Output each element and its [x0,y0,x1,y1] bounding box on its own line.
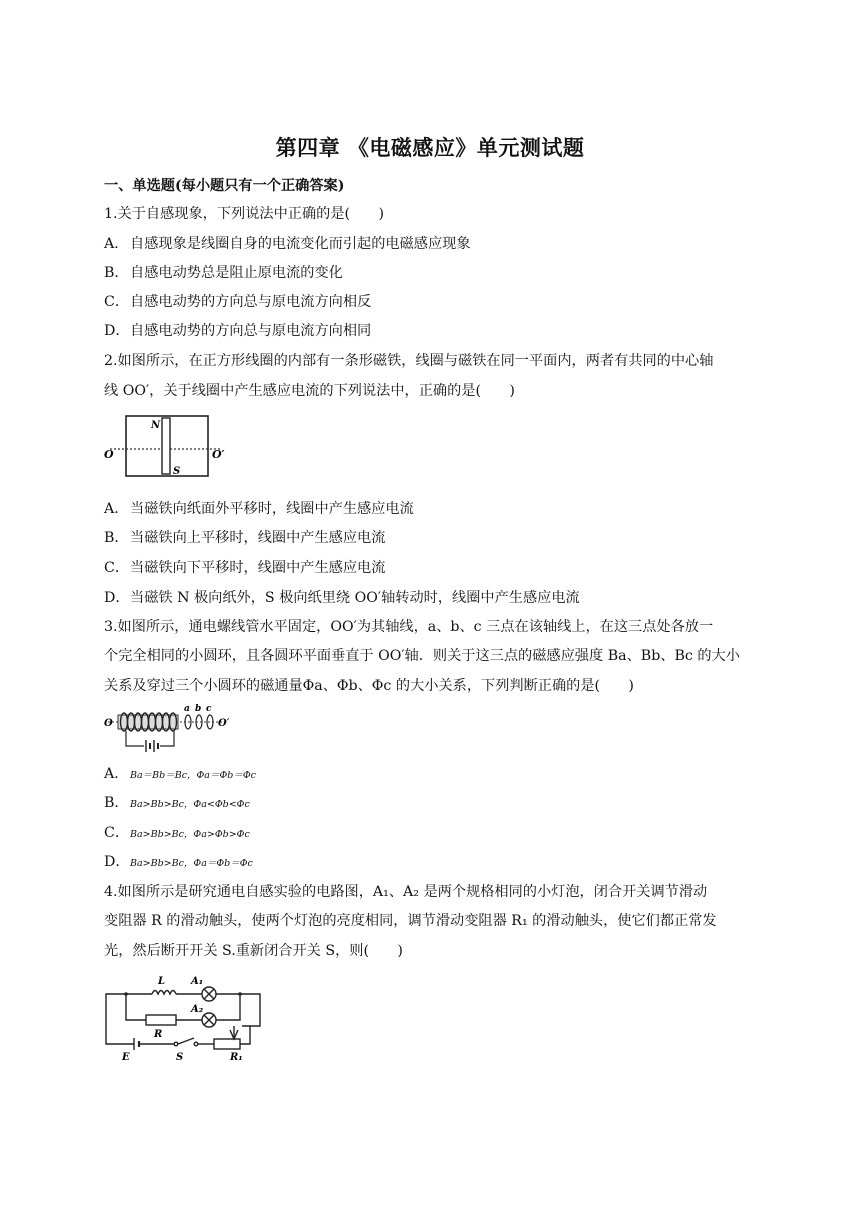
q2-figure-magnet-in-coil [104,414,234,484]
option-label: D． [104,854,130,870]
option-text: 自感现象是线圈自身的电流变化而引起的电磁感应现象 [130,236,471,252]
option-text: 自感电动势总是阻止原电流的变化 [130,265,343,281]
q3-stem-line3: 关系及穿过三个小圆环的磁通量Φa、Φb、Φc 的大小关系，下列判断正确的是( ) [104,678,634,694]
option-text: Ba>Bb>Bc，Φa>Φb>Φc [130,829,250,840]
option-label: D． [104,590,130,606]
option-label: B． [104,265,129,281]
label-r: R [154,1029,163,1040]
battery-wire [126,731,144,746]
q3-stem-line1: 3.如图所示，通电螺线管水平固定，OO′为其轴线，a、b、c 三点在该轴线上，在这三点处各放一 [104,619,714,635]
option-label: B． [104,530,129,546]
q1-option-a [104,234,471,254]
left-wire [106,994,134,1044]
option-text: Ba>Bb>Bc，Φa<Φb<Φc [130,799,250,810]
resistor-r [146,1015,176,1025]
option-label: D． [104,323,130,339]
q4-stem-line2: 变阻器 R 的滑动触头，使两个灯泡的亮度相同，调节滑动变阻器 R₁ 的滑动触头，使它们都正常发 [104,913,717,929]
q3-option-c [104,823,250,845]
q3-option-d [104,852,253,874]
label-n: N [151,420,161,431]
label-s: S [176,1052,184,1063]
option-text: 当磁铁向纸面外平移时，线圈中产生感应电流 [130,501,414,517]
q1-option-c [104,292,371,312]
bar-magnet [162,418,170,474]
right-wire [240,994,260,1026]
q2-option-d [104,588,580,608]
label-o: O [104,718,113,729]
label-o: O [104,448,114,461]
label-s: S [173,466,181,477]
label-l: L [158,976,166,987]
option-label: A． [104,236,129,252]
option-text: 自感电动势的方向总与原电流方向相同 [130,323,372,339]
option-label: B． [104,795,129,811]
option-label: C． [104,825,130,841]
option-label: A． [104,766,129,782]
q3-option-b [104,793,250,815]
q2-stem-line1: 2.如图所示，在正方形线圈的内部有一条形磁铁，线圈与磁铁在同一平面内，两者有共同的中心轴 [104,353,714,369]
q2-option-b [104,528,385,548]
option-text: Ba＝Bb＝Bc，Φa＝Φb＝Φc [130,770,256,781]
inductor-coil [152,991,176,995]
rheostat-r1 [214,1039,240,1049]
q2-option-a [104,499,414,519]
option-label: C． [104,294,130,310]
q4-stem-line3: 光，然后断开开关 S.重新闭合开关 S，则( ) [104,943,403,959]
option-text: 当磁铁向上平移时，线圈中产生感应电流 [130,530,386,546]
page-title: 第四章 《电磁感应》单元测试题 [275,135,585,160]
option-text: Ba>Bb>Bc，Φa＝Φb＝Φc [130,858,253,869]
label-o-prime: O′ [218,718,230,729]
label-o-prime: O′ [212,448,225,461]
q1-option-d [104,321,371,341]
q1-stem: 1.关于自感现象，下列说法中正确的是( ) [104,206,384,222]
option-label: C． [104,560,130,576]
q3-stem-line2: 个完全相同的小圆环，且各圆环平面垂直于 OO′轴．则关于这三点的磁感应强度 Ba、Bb、Bc 的大小 [104,648,740,664]
label-a2: A₂ [191,1004,204,1015]
label-r1: R₁ [230,1052,243,1063]
option-text: 自感电动势的方向总与原电流方向相反 [130,294,372,310]
option-text: 当磁铁 N 极向纸外，S 极向纸里绕 OO′轴转动时，线圈中产生感应电流 [130,590,580,606]
q2-stem-line2: 线 OO′，关于线圈中产生感应电流的下列说法中，正确的是( ) [104,383,515,399]
label-e: E [122,1052,130,1063]
q4-figure-circuit [104,968,264,1063]
q3-figure-solenoid [104,702,234,752]
q1-option-b [104,263,343,283]
section-heading: 一、单选题(每小题只有一个正确答案) [104,178,345,194]
q3-option-a [104,764,256,786]
switch-s [178,1038,194,1044]
label-c: c [206,704,212,714]
option-label: A． [104,501,129,517]
q2-option-c [104,558,385,578]
option-text: 当磁铁向下平移时，线圈中产生感应电流 [130,560,386,576]
label-b: b [195,704,202,714]
q4-stem-line1: 4.如图所示是研究通电自感实验的电路图，A₁、A₂ 是两个规格相同的小灯泡，闭合开关调节滑动 [104,884,708,900]
label-a: a [184,704,190,714]
label-a1: A₁ [191,976,204,987]
